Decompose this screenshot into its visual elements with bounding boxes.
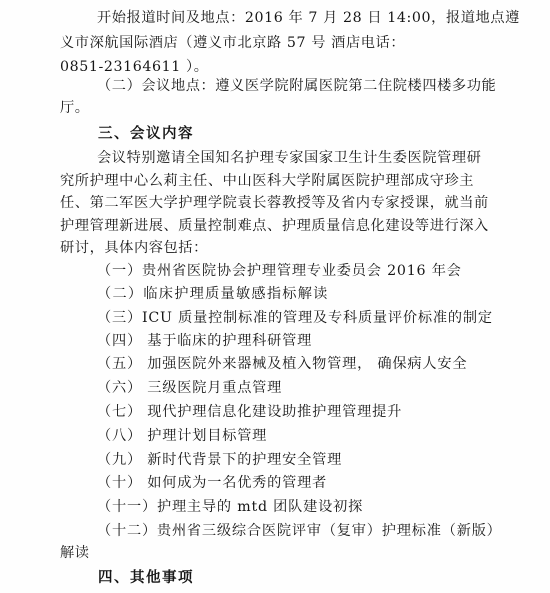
agenda-item: （九） 新时代背景下的护理安全管理: [97, 452, 343, 468]
intro-paragraph-line: 任、第二军医大学护理学院袁长蓉教授等及省内专家授课，就当前: [60, 195, 489, 211]
agenda-item: （十二）贵州省三级综合医院评审（复审）护理标准（新版）: [97, 523, 502, 539]
agenda-item: （十一）护理主导的 mtd 团队建设初探: [97, 499, 364, 515]
intro-paragraph-line: 会议特别邀请全国知名护理专家国家卫生计生委医院管理研: [97, 150, 482, 166]
agenda-item: （一）贵州省医院协会护理管理专业委员会 2016 年会: [97, 263, 462, 279]
intro-paragraph-line: 究所护理中心么莉主任、中山医科大学附属医院护理部成守珍主: [60, 173, 475, 189]
agenda-item: （十） 如何成为一名优秀的管理者: [97, 475, 328, 491]
agenda-item: （四） 基于临床的护理科研管理: [97, 333, 313, 349]
agenda-item: （三）ICU 质量控制标准的管理及专科质量评价标准的制定: [97, 310, 493, 326]
section-heading-other-matters: 四、其他事项: [98, 570, 194, 586]
registration-line-3: 0851-23164611 ）。: [60, 59, 209, 75]
agenda-item-continuation: 解读: [60, 545, 90, 561]
intro-paragraph-line: 护理管理新进展、质量控制难点、护理质量信息化建设等进行深入: [60, 218, 489, 234]
registration-line-1: 开始报道时间及地点：2016 年 7 月 28 日 14:00，报道地点遵: [97, 10, 520, 26]
agenda-item: （七） 现代护理信息化建设助推护理管理提升: [97, 404, 403, 420]
agenda-item: （八） 护理计划目标管理: [97, 428, 268, 444]
venue-line-2: 厅。: [60, 100, 90, 116]
intro-paragraph-line: 研讨，具体内容包括：: [60, 240, 208, 256]
agenda-item: （二）临床护理质量敏感指标解读: [97, 286, 329, 302]
agenda-item: （五） 加强医院外来器械及植入物管理， 确保病人安全: [97, 356, 468, 372]
venue-line-1: （二）会议地点：遵义医学院附属医院第二住院楼四楼多功能: [97, 78, 497, 94]
section-heading-meeting-content: 三、会议内容: [98, 126, 194, 142]
registration-line-2: 义市深航国际酒店（遵义市北京路 57 号 酒店电话：: [60, 35, 406, 51]
agenda-item: （六） 三级医院月重点管理: [97, 380, 283, 396]
